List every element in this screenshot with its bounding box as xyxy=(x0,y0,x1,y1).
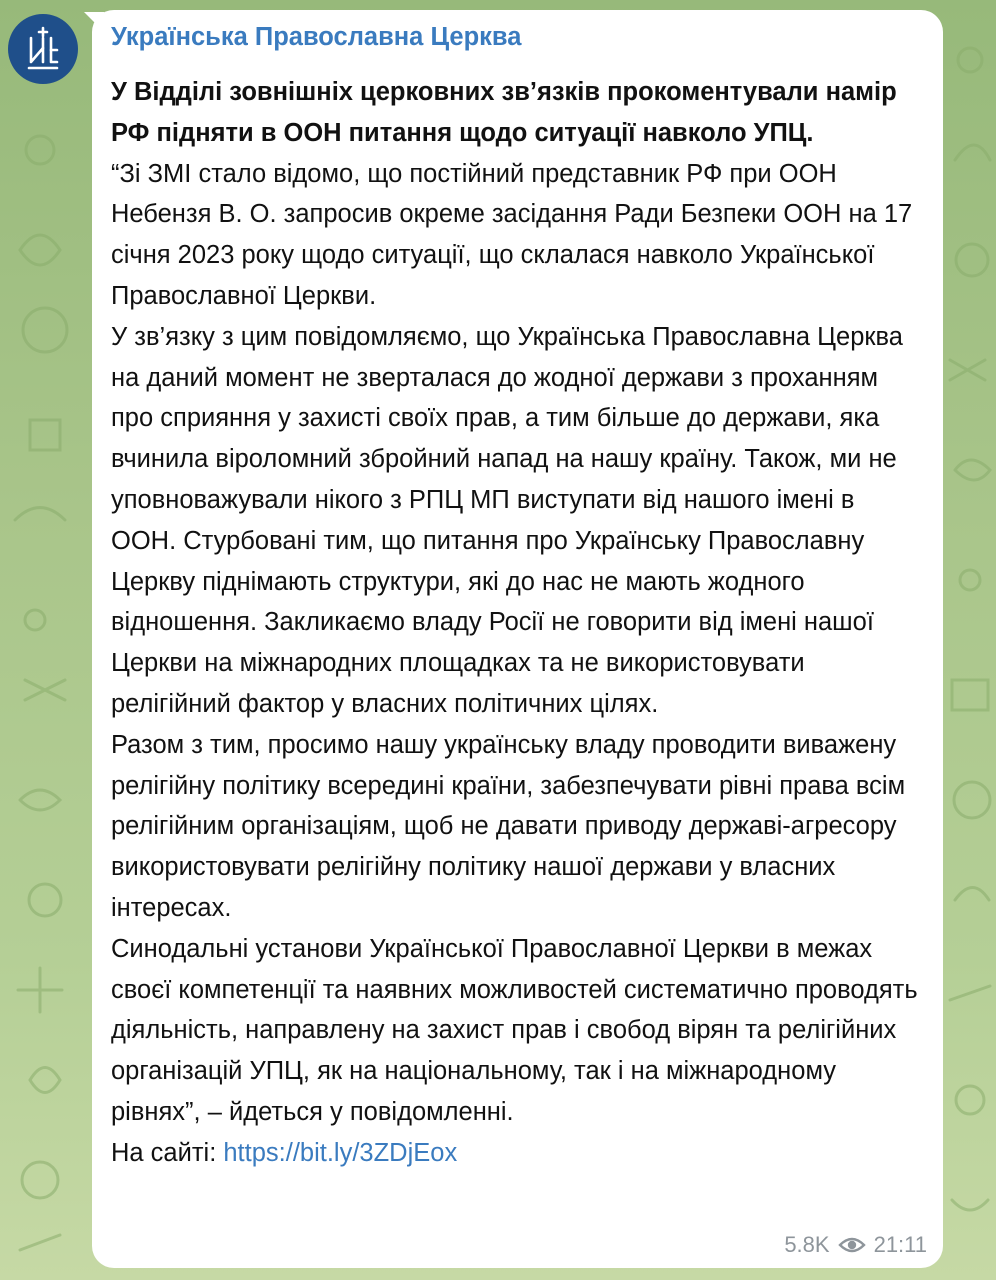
site-link[interactable]: https://bit.ly/3ZDjEox xyxy=(223,1138,458,1167)
upc-logo-icon xyxy=(21,24,65,74)
message-time: 21:11 xyxy=(873,1232,927,1257)
message-paragraph-3: Разом з тим, просимо нашу українську владу проводити виважену релігійну політику всередині країни, забезпечувати рівні права всім релігійним організаціям, щоб не давати приводу державі-агресору використовувати релігійну політику нашої держави у власних інтересах. xyxy=(111,730,906,922)
message-meta xyxy=(784,1232,927,1258)
message-paragraph-2: У зв’язку з цим повідомляємо, що Українська Православна Церква на даний момент не зверталася до жодної держави з проханням про сприяння у захисті своїх прав, а тим більше до держави, яка вчинила віроломний збройний напад на нашу країну. Також, ми не уповноважували нікого з РПЦ МП виступати від нашого імені в ООН. Стурбовані тим, що питання про Українську Православну Церкву піднімають структури, які до нас не мають жодного відношення. Закликаємо владу Росії не говорити від імені нашої Церкви на міжнародних площадках та не використовувати релігійний фактор у власних політичних цілях. xyxy=(111,322,903,718)
message-bubble[interactable] xyxy=(92,10,943,1268)
channel-name[interactable]: Українська Православна Церква xyxy=(111,23,522,51)
views-count: 5.8K xyxy=(784,1232,830,1257)
eye-icon xyxy=(838,1235,866,1255)
message-paragraph-1: “Зі ЗМІ стало відомо, що постійний представник РФ при ООН Небензя В. О. запросив окреме засідання Ради Безпеки ООН на 17 січня 2023 року щодо ситуації, що склалася навколо Української Православної Церкви. xyxy=(111,159,913,310)
site-label: На сайті: xyxy=(111,1138,224,1167)
message-headline: У Відділі зовнішніх церковних зв’язків прокоментували намір РФ підняти в ООН питання щодо ситуації навколо УПЦ. xyxy=(111,78,897,147)
channel-avatar[interactable] xyxy=(8,14,78,84)
site-line xyxy=(111,1133,923,1174)
message-paragraph-4: Синодальні установи Української Православної Церкви в межах своєї компетенції та наявних можливостей систематично проводять діяльність, направлену на захист прав і свобод вірян та релігійних організацій УПЦ, як на національному, так і на міжнародному рівнях”, – йдеться у повідомленні. xyxy=(111,934,918,1126)
